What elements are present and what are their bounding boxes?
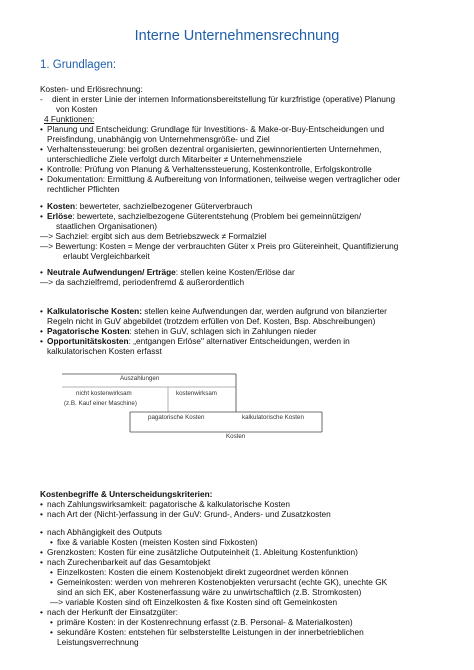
text-line: —> Bewertung: Kosten = Menge der verbrauchten Güter x Preis pro Gütereinheit, Quantifizierung — [40, 241, 399, 251]
text-line: staatlichen Organisationen) — [56, 221, 158, 231]
bullet: • — [40, 557, 43, 567]
text: : bewertete, sachzielbezogene Güterentstehung (Problem bei gemeinnützigen/ — [72, 211, 362, 221]
text-line — [47, 267, 295, 277]
bullet: • — [40, 124, 43, 134]
bullet: • — [50, 537, 53, 547]
text-line: Kosten- und Erlösrechnung: — [40, 84, 143, 94]
label-kalkulatorische-kosten: kalkulatorische Kosten — [242, 414, 304, 421]
text-line: —> Sachziel: ergibt sich aus dem Betriebszweck ≠ Formalziel — [40, 231, 267, 241]
text-line: —> da sachzielfremd, periodenfremd & außerordentlich — [40, 277, 245, 287]
bullet: • — [40, 607, 43, 617]
term: Neutrale Aufwendungen/ Erträge — [47, 267, 176, 277]
page-title: Interne Unternehmensrechnung — [134, 28, 340, 44]
text-line: Grenzkosten: Kosten für eine zusätzliche Outputeinheit (1. Ableitung Kostenfunktion) — [47, 547, 358, 557]
text-line: erlaubt Vergleichbarkeit — [63, 251, 150, 261]
bullet: • — [40, 306, 43, 316]
diagram-lines — [58, 370, 358, 460]
bullet: • — [40, 174, 43, 184]
label-auszahlungen: Auszahlungen — [120, 375, 160, 382]
text-line: —> variable Kosten sind oft Einzelkosten & fixe Kosten sind oft Gemeinkosten — [50, 597, 338, 607]
text-line: nach Zahlungswirksamkeit: pagatorische & kalkulatorische Kosten — [47, 499, 291, 509]
bullet: • — [50, 617, 53, 627]
text-line: nach Abhängigkeit des Outputs — [47, 527, 162, 537]
text: stellen keine Aufwendungen dar, werden aufgrund von bilanzierter — [141, 306, 387, 316]
text-line — [47, 306, 387, 316]
text-line: fixe & variable Kosten (meisten Kosten sind Fixkosten) — [57, 537, 258, 547]
text-line: primäre Kosten: in der Kostenrechnung erfasst (z.B. Personal- & Materialkosten) — [57, 617, 353, 627]
text: : stellen keine Kosten/Erlöse dar — [175, 267, 295, 277]
bullet: • — [40, 201, 43, 211]
text: : „entgangen Erlöse" alternativer Entscheidungen, werden in — [128, 336, 350, 346]
bullet: • — [50, 627, 53, 637]
text-line: dient in erster Linie der internen Informationsbereitstellung für kurzfristige (operative) Planung — [52, 94, 396, 104]
text-line — [47, 201, 252, 211]
subheading-funktionen: 4 Funktionen: — [44, 114, 95, 124]
cost-diagram — [58, 370, 358, 460]
text-line: Regeln nicht in GuV abgebildet (trotzdem erfüllen von Def. Kosten, Bsp. Abschreibungen) — [47, 316, 376, 326]
text-line — [47, 326, 317, 336]
text: : stehen in GuV, schlagen sich in Zahlungen nieder — [129, 326, 317, 336]
dash-bullet: - — [40, 94, 43, 104]
text-line: Kontrolle: Prüfung von Planung & Verhaltenssteuerung, Kostenkontrolle, Erfolgskontrolle — [47, 164, 372, 174]
bullet: • — [50, 577, 53, 587]
term: Kalkulatorische Kosten: — [47, 306, 142, 316]
bullet: • — [40, 336, 43, 346]
bullet: • — [40, 527, 43, 537]
bullet: • — [40, 267, 43, 277]
text-line: unterschiedliche Ziele verfolgt durch Mitarbeiter ≠ Unternehmensziele — [47, 154, 302, 164]
text-line: Einzelkosten: Kosten die einem Kostenobjekt direkt zugeordnet werden können — [57, 567, 349, 577]
label-pagatorische-kosten: pagatorische Kosten — [148, 414, 205, 421]
label-kostenwirksam: kostenwirksam — [176, 390, 217, 397]
text-line: nach Zurechenbarkeit auf das Gesamtobjekt — [47, 557, 211, 567]
label-kosten: Kosten — [226, 433, 246, 440]
term: Opportunitätskosten — [47, 336, 129, 346]
text-line: Verhaltenssteuerung: bei großen dezentral organisierten, gewinnorientierten Unternehmen, — [47, 144, 382, 154]
text-line: kalkulatorischen Kosten erfasst — [47, 346, 162, 356]
text-line: nach Art der (Nicht-)erfassung in der GuV: Grund-, Anders- und Zusatzkosten — [47, 509, 331, 519]
text-line: Leistungsverrechnung — [57, 637, 139, 647]
text-line — [47, 211, 361, 221]
label-nicht-kostenwirksam: nicht kostenwirksam — [76, 390, 132, 397]
text-line: Dokumentation: Ermittlung & Aufbereitung von Informationen, teilweise wegen vertraglicher oder — [47, 174, 401, 184]
bullet: • — [40, 509, 43, 519]
term: Pagatorische Kosten — [47, 326, 130, 336]
term: Kosten — [47, 201, 76, 211]
bullet: • — [40, 547, 43, 557]
text-line — [47, 336, 350, 346]
text-line: Preisfindung, unabhängig von Unternehmensgröße- und Ziel — [47, 134, 270, 144]
text-line: rechtlicher Pflichten — [47, 184, 120, 194]
term: Erlöse — [47, 211, 73, 221]
bullet: • — [40, 211, 43, 221]
bullet: • — [40, 144, 43, 154]
bullet: • — [40, 164, 43, 174]
heading-kostenbegriffe: Kostenbegriffe & Unterscheidungskriterien: — [40, 489, 213, 499]
bullet: • — [50, 567, 53, 577]
text-line: von Kosten — [56, 104, 98, 114]
bullet: • — [40, 326, 43, 336]
text-line: Planung und Entscheidung: Grundlage für Investitions- & Make-or-Buy-Entscheidungen und — [47, 124, 385, 134]
label-beispiel: (z.B. Kauf einer Maschine) — [64, 400, 137, 407]
text-line: sind an sich EK, aber Kostenerfassung wäre zu unwirtschaftlich (z.B. Stromkosten) — [57, 587, 362, 597]
text-line: sekundäre Kosten: entstehen für selbsterstellte Leistungen in der innerbetrieblichen — [57, 627, 364, 637]
text-line: Gemeinkosten: werden von mehreren Kostenobjekten verursacht (echte GK), unechte GK — [57, 577, 388, 587]
text-line: nach der Herkunft der Einsatzgüter: — [47, 607, 178, 617]
section-heading-grundlagen: 1. Grundlagen: — [40, 59, 117, 71]
text: : bewerteter, sachzielbezogener Güterverbrauch — [75, 201, 253, 211]
bullet: • — [40, 499, 43, 509]
